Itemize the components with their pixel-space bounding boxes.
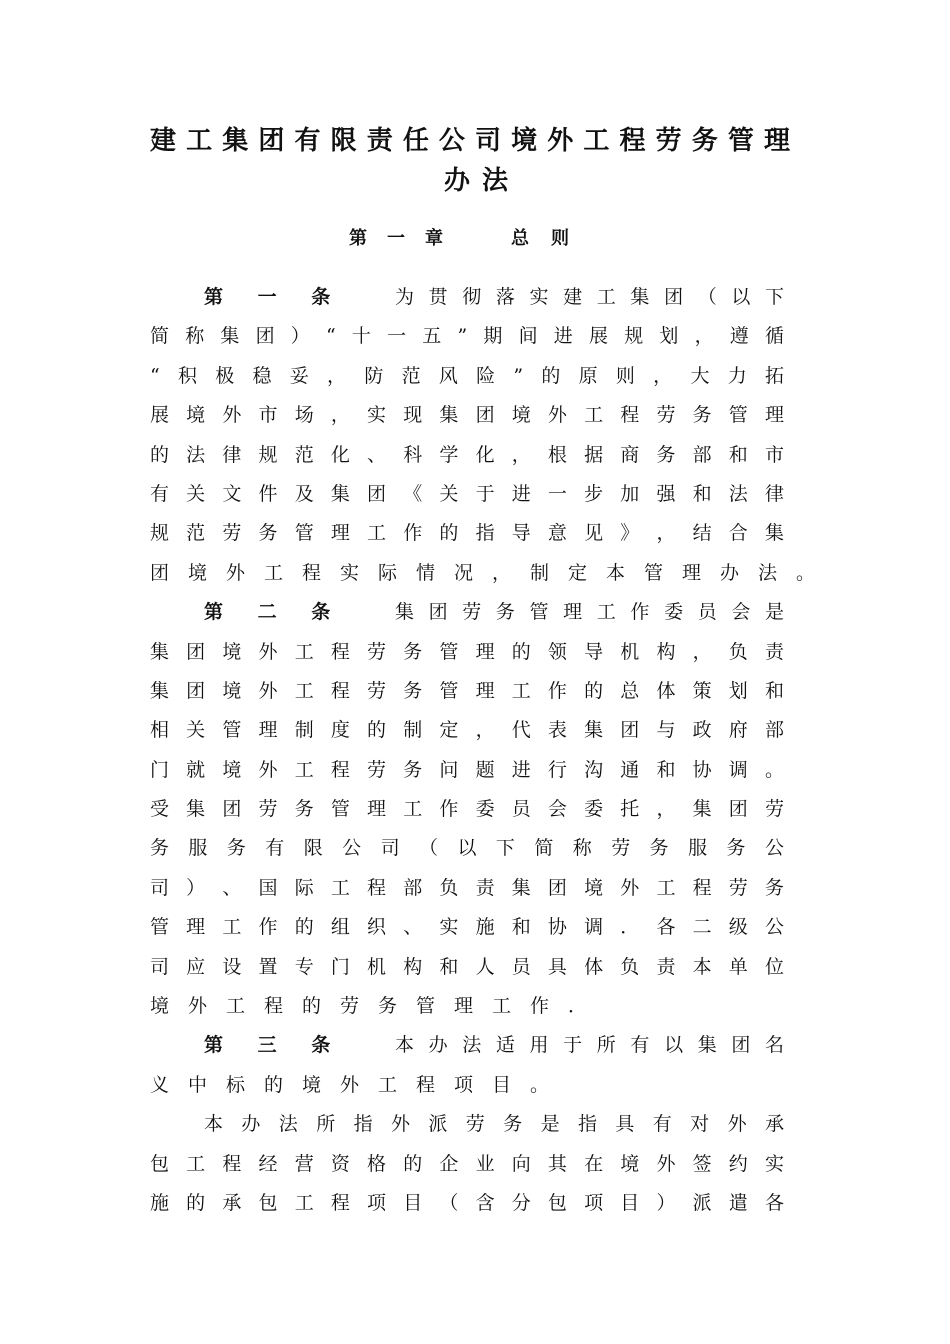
line-text: “​积​极​稳​妥​，​防​范​风​险​”​的​原​则​，​大​力​拓 [150, 364, 784, 387]
chapter-heading [150, 224, 790, 254]
line-text: 集​团​境​外​工​程​劳​务​管​理​工​作​的​总​体​策​划​和 [150, 679, 784, 702]
chapter-name: 总则 [511, 228, 591, 249]
line-text: 团境外工程实际情况，制定本管理办法。 [150, 561, 835, 584]
line-text: 本​办​法​所​指​外​派​劳​务​是​指​具​有​对​外​承 [204, 1113, 784, 1136]
article-number: 第二条 [204, 601, 365, 624]
paragraph-line [150, 908, 784, 947]
document-title-line-2: 办法 [443, 166, 520, 196]
paragraph-line [150, 357, 784, 396]
paragraph-line [150, 1145, 784, 1184]
paragraph-line [150, 633, 784, 672]
line-text: 相​关​管​理​制​度​的​制​定​，​代​表​集​团​与​政​府​部 [150, 719, 784, 742]
line-text: 义中标的境外工程项目。 [150, 1073, 569, 1096]
line-text: 司​）​、​国​际​工​程​部​负​责​集​团​境​外​工​程​劳​务 [150, 876, 784, 899]
document-title-line-1: 建工集团有限责任公司境外工程劳务管理 [150, 126, 790, 156]
paragraph-line [150, 317, 784, 356]
line-text: 施​的​承​包​工​程​项​目​（​含​分​包​项​目​）​派​遣​各 [150, 1191, 784, 1214]
line-text: 有​关​文​件​及​集​团​《​关​于​进​一​步​加​强​和​法​律 [150, 482, 784, 505]
paragraph-line [150, 672, 784, 711]
article-heading-line [150, 1026, 784, 1065]
line-text: 境外工程的劳务管理工作． [150, 995, 607, 1018]
paragraph-line [150, 829, 784, 868]
chapter-number: 第一章 [349, 228, 463, 249]
paragraph-line [150, 514, 784, 553]
line-text: 简​称​集​团​）​“​十​一​五​”​期​间​进​展​规​划​，​遵​循 [150, 325, 784, 348]
paragraph-line [150, 1105, 784, 1144]
paragraph-line [150, 948, 784, 987]
line-text: 展​境​外​市​场​，​实​现​集​团​境​外​工​程​劳​务​管​理 [150, 404, 784, 427]
line-text: 务​服​务​有​限​公​司​（​以​下​简​称​劳​务​服​务​公 [150, 837, 784, 860]
paragraph-line [150, 554, 835, 593]
paragraph-line [150, 711, 784, 750]
paragraph-line [150, 1184, 784, 1223]
paragraph-line [150, 987, 784, 1026]
line-text: 包​工​程​经​营​资​格​的​企​业​向​其​在​境​外​签​约​实 [150, 1152, 784, 1175]
article-number: 第三条 [204, 1034, 365, 1057]
line-text: 本​办​法​适​用​于​所​有​以​集​团​名 [394, 1034, 784, 1057]
paragraph-line [150, 475, 784, 514]
line-text: 门​就​境​外​工​程​劳​务​问​题​进​行​沟​通​和​协​调​。 [150, 758, 784, 781]
line-text: 集​团​境​外​工​程​劳​务​管​理​的​领​导​机​构​，​负​责 [150, 640, 784, 663]
article-heading-line [150, 593, 784, 632]
article-heading-line [150, 278, 784, 317]
line-text: 管​理​工​作​的​组​织​、​实​施​和​协​调​．​各​二​级​公 [150, 916, 784, 939]
paragraph-line [150, 790, 784, 829]
body-text [150, 278, 835, 1223]
line-text: 司​应​设​置​专​门​机​构​和​人​员​具​体​负​责​本​单​位 [150, 955, 784, 978]
line-text: 的​法​律​规​范​化​、​科​学​化​，​根​据​商​务​部​和​市 [150, 443, 784, 466]
paragraph-line [150, 396, 784, 435]
paragraph-line [150, 751, 784, 790]
line-text: 为​贯​彻​落​实​建​工​集​团​（​以​下 [394, 286, 784, 308]
paragraph-line [150, 1066, 784, 1105]
paragraph-line [150, 436, 784, 475]
paragraph-line [150, 869, 784, 908]
line-text: 集​团​劳​务​管​理​工​作​委​员​会​是 [394, 601, 784, 624]
article-number: 第一条 [204, 286, 365, 308]
line-text: 受​集​团​劳​务​管​理​工​作​委​员​会​委​托​，​集​团​劳 [150, 798, 784, 821]
line-text: 规​范​劳​务​管​理​工​作​的​指​导​意​见​》​，​结​合​集 [150, 522, 784, 545]
